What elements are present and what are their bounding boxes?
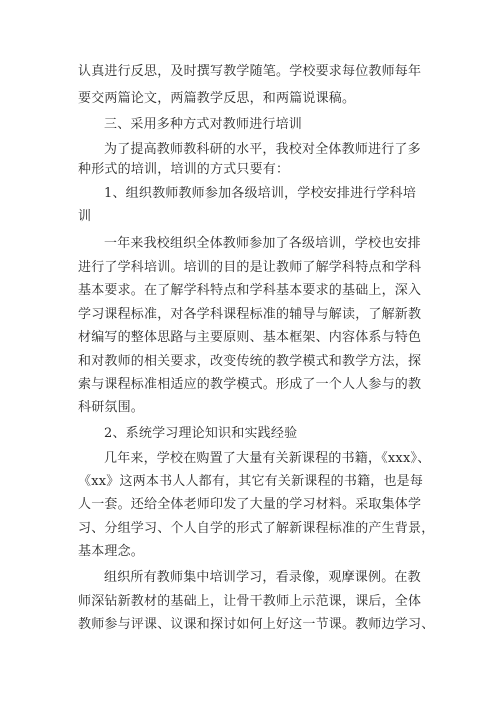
text-line: 索与课程标准相适应的教学模式。形成了一个人人参与的教 xyxy=(78,377,422,392)
text-line: 要交两篇论文，两篇教学反思，和两篇说课稿。 xyxy=(78,91,356,106)
text-line: 教师参与评课、议课和探讨如何上好这一节课。教师边学习、 xyxy=(78,617,435,632)
text-line: 材编写的整体思路与主要原则、基本框架、内容体系与特色 xyxy=(78,330,422,345)
text-line: 学习课程标准，对各学科课程标准的辅导与解读，了解新教 xyxy=(78,307,422,322)
text-line: 几年来，学校在购置了大量有关新课程的书籍，《xxx》、 xyxy=(104,451,431,466)
section-heading: 三、采用多种方式对教师进行培训 xyxy=(104,117,303,132)
text-line: 基本要求。在了解学科特点和学科基本要求的基础上，深入 xyxy=(78,283,422,298)
text-line: 种形式的培训，培训的方式只要有： xyxy=(78,162,290,177)
text-line: 科研氛围。 xyxy=(78,400,145,415)
text-line: 习、分组学习、个人自学的形式了解新课程标准的产生背景， xyxy=(78,521,435,536)
text-line: 基本理念。 xyxy=(78,544,145,559)
text-line: 和对教师的相关要求，改变传统的教学模式和教学方法，探 xyxy=(78,354,422,369)
subsection-heading: 2、系统学习理论知识和实践经验 xyxy=(104,426,298,441)
subsection-heading: 训 xyxy=(78,209,92,224)
text-line: 人一套。还给全体老师印发了大量的学习材料。采取集体学 xyxy=(78,497,422,512)
text-line: 《xx》这两本书人人都有，其它有关新课程的书籍，也是每 xyxy=(78,474,424,489)
text-line: 一年来我校组织全体教师参加了各级培训，学校也安排 xyxy=(104,236,421,251)
subsection-heading: 1、组织教师教师参加各级培训，学校安排进行学科培 xyxy=(104,186,417,201)
text-line: 进行了学科培训。培训的目的是让教师了解学科特点和学科 xyxy=(78,260,422,275)
text-line: 为了提高教师教科研的水平，我校对全体教师进行了多 xyxy=(104,142,421,157)
text-line: 师深钻新教材的基础上，让骨干教师上示范课，课后，全体 xyxy=(78,594,422,609)
text-line: 认真进行反思，及时撰写教学随笔。学校要求每位教师每年 xyxy=(78,64,422,79)
text-line: 组织所有教师集中培训学习，看录像，观摩课例。在教 xyxy=(104,570,421,585)
